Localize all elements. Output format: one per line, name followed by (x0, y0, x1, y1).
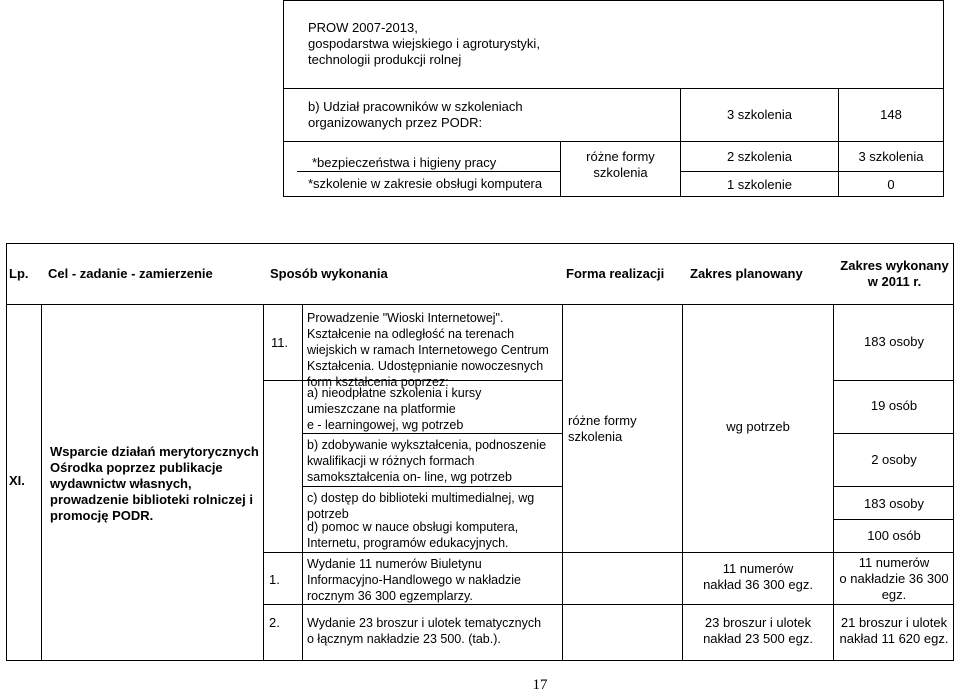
row-c-done: 183 osoby (864, 496, 924, 511)
row-b-method: b) zdobywanie wykształcenia, podnoszenie kwalifikacji w różnych formach samokształcenia on- line, wg potrzeb (307, 438, 547, 484)
row11-method: Prowadzenie "Wioski Internetowej". Kształcenie na odległość na terenach wiejskich w ramach Internetowego Centrum Kształcenia. Udostępnianie nowoczesnych form kształcenia poprzez: (307, 311, 549, 389)
share-done: 148 (880, 107, 902, 122)
computer-done: 0 (887, 177, 895, 192)
section-goal: Wsparcie działań merytorycznych Ośrodka poprzez publikacje wydawnictw własnych, prowadzenie biblioteki rolniczej i promocję PODR. (50, 444, 259, 523)
computer-label: *szkolenie w zakresie obsługi komputera (308, 176, 543, 191)
safety-label: *bezpieczeństwa i higieny pracy (312, 155, 497, 170)
row1-number: 1. (269, 572, 280, 587)
safety-planned: 2 szkolenia (726, 149, 793, 164)
prow-block: PROW 2007-2013, gospodarstwa wiejskiego i agroturystyki, technologii produkcji rolnej (308, 20, 540, 67)
row11-done: 183 osoby (864, 334, 924, 349)
header-done: Zakres wykonany w 2011 r. (840, 258, 949, 289)
header-method: Sposób wykonania (270, 266, 388, 281)
row1-planned: 11 numerów nakład 36 300 egz. (703, 561, 813, 592)
row-d-method: d) pomoc w nauce obsługi komputera, Internetu, programów edukacyjnych. (307, 520, 519, 550)
header-goal: Cel - zadanie - zamierzenie (48, 266, 213, 281)
section-form: różne formy szkolenia (568, 413, 637, 444)
section-number: XI. (9, 473, 25, 488)
computer-planned: 1 szkolenie (726, 177, 793, 192)
header-lp: Lp. (9, 266, 29, 281)
row2-number: 2. (269, 615, 280, 630)
row2-planned: 23 broszur i ulotek nakład 23 500 egz. (703, 615, 813, 646)
row-a-done: 19 osób (870, 398, 918, 413)
row1-done: 11 numerów o nakładzie 36 300 egz. (839, 555, 949, 602)
row-c-method: c) dostęp do biblioteki multimedialnej, wg potrzeb (307, 491, 535, 521)
row2-done: 21 broszur i ulotek nakład 11 620 egz. (839, 615, 949, 646)
row2-method: Wydanie 23 broszur i ulotek tematycznych o łącznym nakładzie 23 500. (tab.). (307, 616, 542, 646)
row-d-done: 100 osób (867, 528, 921, 543)
row1-method: Wydanie 11 numerów Biuletynu Informacyjno-Handlowego w nakładzie rocznym 36 300 egzemplarzy. (307, 557, 522, 603)
page-number: 17 (532, 677, 548, 693)
share-label: b) Udział pracowników w szkoleniach organizowanych przez PODR: (308, 99, 523, 130)
safety-done: 3 szkolenia (858, 149, 924, 164)
row11-number: 11. (271, 335, 289, 350)
row-a-method: a) nieodpłatne szkolenia i kursy umieszczane na platformie e - learningowej, wg potrzeb (307, 386, 482, 432)
section-planned: wg potrzeb (726, 419, 790, 434)
top-forms: różne formy szkolenia (586, 149, 655, 180)
row-b-done: 2 osoby (871, 452, 917, 467)
share-planned: 3 szkolenia (726, 107, 793, 122)
header-planned: Zakres planowany (690, 266, 803, 281)
header-form: Forma realizacji (566, 266, 665, 281)
